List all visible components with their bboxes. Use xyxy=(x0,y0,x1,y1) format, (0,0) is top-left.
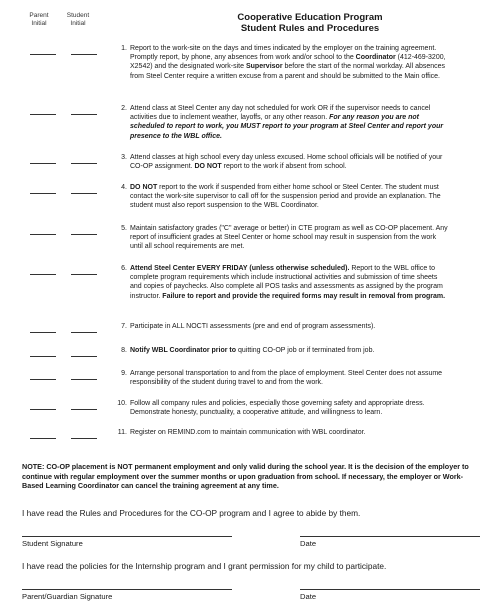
rule-number: 10. xyxy=(117,400,127,407)
student-signature-line[interactable] xyxy=(22,536,232,537)
rule-number: 6. xyxy=(121,265,127,272)
parent-date-line[interactable] xyxy=(300,589,480,590)
rule-text xyxy=(130,153,448,171)
rule-text-part: (412-469-3200, X2542) and the designated work-site xyxy=(130,54,446,71)
rule-text-part: quitting CO-OP job or if terminated from job. xyxy=(236,347,375,354)
parent-initial-blank[interactable] xyxy=(30,274,56,275)
rule-text xyxy=(130,224,448,252)
rule-text-part: Register on REMIND.com to maintain communication with WBL coordinator. xyxy=(130,429,366,436)
student-initial-blank[interactable] xyxy=(71,234,97,235)
rule-text xyxy=(130,369,448,387)
parent-initial-blank[interactable] xyxy=(30,234,56,235)
rule-text-part: Maintain satisfactory grades ("C" average or better) in CTE program as well as CO-OP placement. Any report of insufficient grades at Steel Center or home school may result in suspension from the work until all school requirements are met. xyxy=(130,225,448,251)
rule-text-part: Attend classes at high school every day unless excused. Home school officials will be notified of your CO-OP assignment. xyxy=(130,154,443,171)
parent-initial-blank[interactable] xyxy=(30,163,56,164)
rule-text xyxy=(130,428,448,437)
rule-text xyxy=(130,44,448,81)
document-title xyxy=(200,12,420,34)
parent-initial-blank[interactable] xyxy=(30,438,56,439)
parent-agreement-statement: I have read the policies for the Internship program and I grant permission for my child to participate. xyxy=(22,561,387,571)
parent-initial-blank[interactable] xyxy=(30,114,56,115)
title-line-2: Student Rules and Procedures xyxy=(240,23,380,34)
rule-text-part: report to the work if absent from school. xyxy=(221,163,347,171)
rule-text xyxy=(130,346,448,355)
parent-signature-label: Parent/Guardian Signature xyxy=(22,592,113,601)
student-initial-blank[interactable] xyxy=(71,114,97,115)
student-initial-blank[interactable] xyxy=(71,356,97,357)
student-initial-blank[interactable] xyxy=(71,332,97,333)
rule-number: 4. xyxy=(121,184,127,191)
rule-text-part: Notify WBL Coordinator prior to xyxy=(130,347,237,354)
parent-initial-blank[interactable] xyxy=(30,54,56,55)
rule-text-part: Attend Steel Center EVERY FRIDAY (unless otherwise scheduled). xyxy=(130,265,350,272)
student-initial-blank[interactable] xyxy=(71,379,97,380)
rule-text-part: Report to the WBL office to complete program requirements which include instructional activities and submission of time sheets and copies of paychecks. Also complete all POS tasks and assessments as assigned by the program instructor. xyxy=(130,265,443,300)
rule-number: 8. xyxy=(121,347,127,354)
rule-number: 1. xyxy=(121,45,127,52)
rule-text-part: before the start of the normal workday. All absences from Steel Center require a written excuse from a parent and should be submitted to the Main office. xyxy=(130,63,446,80)
rule-number: 5. xyxy=(121,225,127,232)
student-initial-header: Student Initial xyxy=(66,12,90,27)
note-paragraph: NOTE: CO-OP placement is NOT permanent employment and only valid during the school year. It is the decision of the employer to continue with regular employment over the summer months or upon graduation from school. If necessary, the employer or Work-Based Learning Coordinator can cancel the training agreement at any time. xyxy=(22,462,469,490)
parent-date-label: Date xyxy=(300,592,317,601)
rule-text-part: For any reason you are not scheduled to report to work, you MUST report to your program at Steel Center and report your presence to the WBL office. xyxy=(130,114,444,140)
rule-text-part: report to the work if suspended from either home school or Steel Center. The student must contact the work-site supervisor to call off for the suspension period and provide an explanation. The student must also report suspension to the WBL Coordinator. xyxy=(130,184,441,210)
student-date-label: Date xyxy=(300,539,317,548)
rule-text-part: Supervisor xyxy=(245,63,283,71)
rule-text xyxy=(130,104,448,141)
student-date-line[interactable] xyxy=(300,536,480,537)
rule-text-part: Attend class at Steel Center any day not scheduled for work OR if the supervisor needs to cancel activities due to inclement weather, layoffs, or any other reason. xyxy=(130,105,431,122)
student-initial-blank[interactable] xyxy=(71,438,97,439)
rule-text xyxy=(130,264,448,301)
title-line-1: Cooperative Education Program xyxy=(237,12,383,23)
parent-initial-blank[interactable] xyxy=(30,409,56,410)
rule-text-part: Report to the work-site on the days and times indicated by the employer on the training agreement. Promptly report, by phone, any absences from work and/or school to the xyxy=(130,45,437,62)
student-agreement-statement: I have read the Rules and Procedures for the CO-OP program and I agree to abide by them. xyxy=(22,508,361,518)
student-initial-blank[interactable] xyxy=(71,409,97,410)
rule-text-part: DO NOT xyxy=(194,163,222,171)
student-initial-blank[interactable] xyxy=(71,274,97,275)
student-initial-blank[interactable] xyxy=(71,163,97,164)
parent-initial-blank[interactable] xyxy=(30,379,56,380)
student-initial-blank[interactable] xyxy=(71,193,97,194)
rule-text-part: Participate in ALL NOCTI assessments (pre and end of program assessments). xyxy=(130,323,376,330)
rule-number: 7. xyxy=(121,323,127,330)
parent-signature-line[interactable] xyxy=(22,589,232,590)
rule-text xyxy=(130,322,448,331)
rule-text xyxy=(130,183,448,211)
student-signature-label: Student Signature xyxy=(22,539,83,548)
rule-text-part: DO NOT xyxy=(130,184,158,191)
parent-initial-blank[interactable] xyxy=(30,356,56,357)
rule-text-part: Follow all company rules and policies, especially those governing safety and appropriate dress. Demonstrate honesty, punctuality, a cooperative attitude, and willingness to learn. xyxy=(130,400,425,417)
rule-text-part: Failure to report and provide the required forms may result in removal from program. xyxy=(162,292,446,300)
parent-initial-blank[interactable] xyxy=(30,332,56,333)
rule-number: 2. xyxy=(121,105,127,112)
student-initial-blank[interactable] xyxy=(71,54,97,55)
parent-initial-blank[interactable] xyxy=(30,193,56,194)
rule-number: 3. xyxy=(121,154,127,161)
rule-number: 9. xyxy=(121,370,127,377)
rule-text-part: Arrange personal transportation to and from the place of employment. Steel Center does not assume responsibility of the student during travel to and from the work. xyxy=(130,370,443,387)
rule-number: 11. xyxy=(117,429,127,436)
rule-text xyxy=(130,399,448,417)
parent-initial-header: Parent Initial xyxy=(29,12,49,27)
rule-text-part: Coordinator xyxy=(355,54,396,62)
